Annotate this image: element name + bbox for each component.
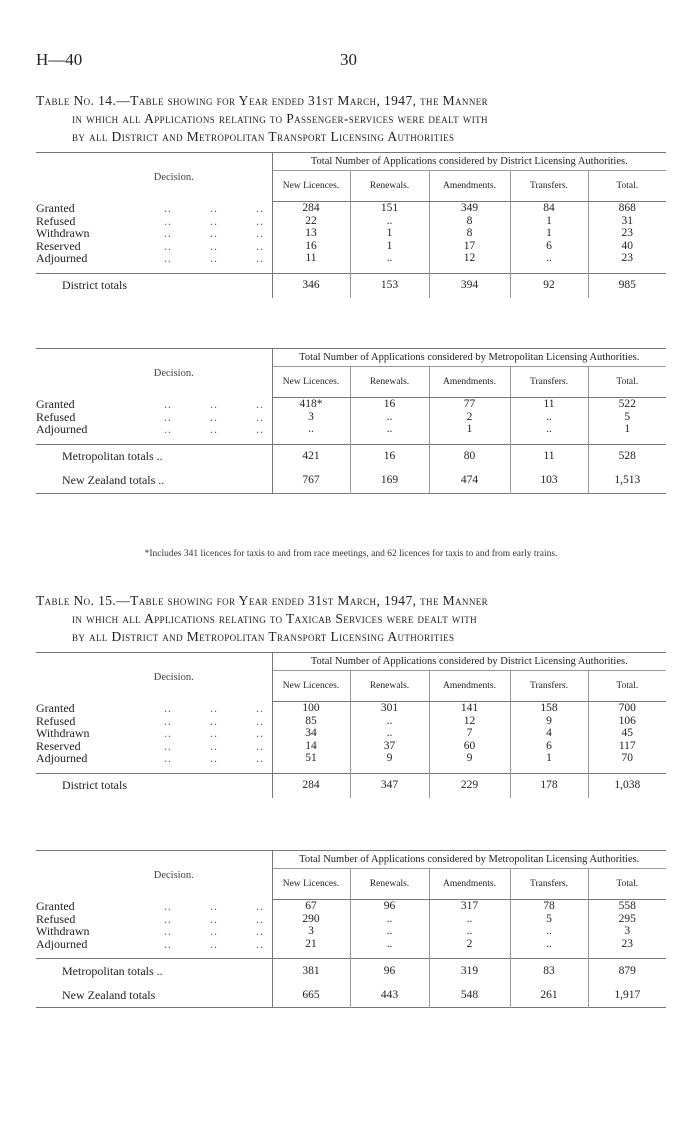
cell-value: 100 bbox=[272, 702, 350, 715]
cell-value: 70 bbox=[621, 752, 634, 764]
cell-value: 80 bbox=[429, 444, 510, 469]
cell-value: 5 bbox=[624, 410, 631, 423]
cell-value: 11 bbox=[272, 252, 350, 265]
row-label: Refused bbox=[36, 410, 76, 423]
leader-dots: .. .. .. bbox=[164, 752, 264, 765]
row-label: Withdrawn bbox=[36, 227, 90, 240]
table-row bbox=[36, 215, 666, 228]
table15-metro-section bbox=[36, 850, 666, 1008]
leader-dots: .. .. .. bbox=[164, 912, 264, 925]
cell-value: 85 bbox=[272, 715, 350, 728]
cell-value: 16 bbox=[272, 240, 350, 253]
cell-value: 178 bbox=[510, 773, 588, 798]
cell-value: 158 bbox=[510, 702, 588, 715]
row-label: Granted bbox=[36, 899, 75, 913]
row-label-cell bbox=[36, 938, 272, 951]
group-header: Total Number of Applications considered by Metropolitan Licensing Authorities. bbox=[272, 851, 666, 869]
leader-dots: .. .. .. bbox=[164, 214, 264, 227]
cell-value: 51 bbox=[272, 752, 350, 765]
leader-dots: .. .. .. bbox=[164, 397, 264, 411]
table14-footnote: *Includes 341 licences for taxis to and from race meetings, and 62 licences for taxis to and from early trains. bbox=[144, 549, 558, 559]
leader-dots: .. .. .. bbox=[164, 739, 264, 752]
cell-value: 83 bbox=[510, 959, 588, 984]
cell-value: 45 bbox=[621, 727, 634, 739]
row-label-cell bbox=[36, 240, 272, 253]
row-label: Adjourned bbox=[36, 423, 88, 436]
page-series-code: H—40 bbox=[36, 50, 83, 69]
table-row bbox=[36, 423, 666, 436]
row-label: District totals bbox=[36, 273, 272, 298]
cell-value: 13 bbox=[272, 227, 350, 240]
col-header-new-licences: New Licences. bbox=[272, 671, 350, 702]
table-row-totals bbox=[36, 959, 666, 984]
col-header-new-licences: New Licences. bbox=[272, 171, 350, 202]
row-label: New Zealand totals bbox=[36, 983, 272, 1008]
table-row bbox=[36, 702, 666, 715]
table-row-nz-totals bbox=[36, 469, 666, 494]
table-row bbox=[36, 227, 666, 240]
cell-value: 665 bbox=[272, 983, 350, 1008]
cell-value: 1 bbox=[510, 752, 588, 765]
cell-value: 295 bbox=[618, 912, 636, 925]
cell-value: 117 bbox=[618, 739, 636, 752]
cell-value: 985 bbox=[588, 273, 666, 298]
row-label: Refused bbox=[36, 912, 76, 925]
leader-dots: .. .. .. bbox=[164, 925, 264, 938]
row-label: Reserved bbox=[36, 739, 81, 752]
cell-value: 347 bbox=[350, 773, 429, 798]
cell-value: .. bbox=[350, 215, 429, 228]
cell-value: 7 bbox=[429, 727, 510, 740]
col-header-transfers: Transfers. bbox=[510, 171, 588, 202]
table-row bbox=[36, 411, 666, 424]
row-label: Refused bbox=[36, 714, 76, 727]
cell-value: .. bbox=[429, 913, 510, 926]
row-label-cell bbox=[36, 398, 272, 411]
table-row bbox=[36, 398, 666, 411]
table-row-totals bbox=[36, 444, 666, 469]
cell-value: .. bbox=[510, 411, 588, 424]
row-label-cell bbox=[36, 752, 272, 765]
leader-dots: .. .. .. bbox=[164, 423, 264, 436]
cell-value: 9 bbox=[429, 752, 510, 765]
cell-value: 96 bbox=[350, 959, 429, 984]
cell-value: 3 bbox=[272, 925, 350, 938]
table-row bbox=[36, 727, 666, 740]
cell-value: .. bbox=[350, 938, 429, 951]
cell-value: .. bbox=[510, 925, 588, 938]
cell-value: 169 bbox=[350, 469, 429, 494]
leader-dots: .. .. .. bbox=[164, 714, 264, 727]
row-label-cell bbox=[36, 715, 272, 728]
cell-value: 31 bbox=[621, 214, 634, 227]
table-row-totals bbox=[36, 773, 666, 798]
table14-title-line: Table No. 14.—Table showing for Year ended 31st March, 1947, the Manner bbox=[36, 93, 489, 108]
cell-value: 1 bbox=[429, 423, 510, 436]
row-label: Granted bbox=[36, 397, 75, 411]
row-label-cell bbox=[36, 900, 272, 913]
cell-value: 319 bbox=[429, 959, 510, 984]
cell-value: 8 bbox=[429, 215, 510, 228]
leader-dots: .. .. .. bbox=[164, 227, 264, 240]
leader-dots: .. .. .. bbox=[164, 239, 264, 252]
table-row bbox=[36, 925, 666, 938]
cell-value: 1,038 bbox=[588, 773, 666, 798]
table15-title-line: in which all Applications relating to Taxicab Services were dealt with bbox=[72, 611, 478, 626]
leader-dots: .. .. .. bbox=[164, 701, 264, 715]
cell-value: 558 bbox=[618, 900, 636, 912]
col-header-amendments: Amendments. bbox=[429, 671, 510, 702]
table-row bbox=[36, 752, 666, 765]
table-row bbox=[36, 740, 666, 753]
table15-title-line: Table No. 15.—Table showing for Year ended 31st March, 1947, the Manner bbox=[36, 593, 489, 608]
table15-title-line: by all District and Metropolitan Transport Licensing Authorities bbox=[72, 629, 455, 644]
cell-value: 2 bbox=[429, 938, 510, 951]
cell-value: 290 bbox=[272, 913, 350, 926]
row-label: Adjourned bbox=[36, 937, 88, 950]
cell-value: 96 bbox=[350, 900, 429, 913]
group-header: Total Number of Applications considered by District Licensing Authorities. bbox=[272, 653, 666, 671]
cell-value: 229 bbox=[429, 773, 510, 798]
row-label-cell bbox=[36, 913, 272, 926]
decision-header: Decision. bbox=[36, 851, 272, 900]
row-label: Refused bbox=[36, 214, 76, 227]
table15-metro-table bbox=[36, 850, 666, 1008]
table14-title bbox=[36, 92, 666, 146]
cell-value: 3 bbox=[272, 411, 350, 424]
cell-value: 1 bbox=[624, 423, 631, 435]
cell-value: .. bbox=[510, 252, 588, 265]
cell-value: 381 bbox=[272, 959, 350, 984]
table14-district-section bbox=[36, 152, 666, 298]
cell-value: 261 bbox=[510, 983, 588, 1008]
cell-value: 16 bbox=[350, 398, 429, 411]
row-label-cell bbox=[36, 740, 272, 753]
col-header-new-licences: New Licences. bbox=[272, 367, 350, 398]
cell-value: 1 bbox=[350, 240, 429, 253]
cell-value: 14 bbox=[272, 740, 350, 753]
cell-value: 2 bbox=[429, 411, 510, 424]
table-row-nz-totals bbox=[36, 983, 666, 1008]
row-label: Withdrawn bbox=[36, 727, 90, 740]
row-label: Granted bbox=[36, 201, 75, 215]
cell-value: 1 bbox=[510, 227, 588, 240]
col-header-transfers: Transfers. bbox=[510, 671, 588, 702]
group-header: Total Number of Applications considered by Metropolitan Licensing Authorities. bbox=[272, 349, 666, 367]
row-label: Adjourned bbox=[36, 252, 88, 265]
row-label: Metropolitan totals .. bbox=[36, 444, 272, 469]
col-header-renewals: Renewals. bbox=[350, 869, 429, 900]
cell-value: 767 bbox=[272, 469, 350, 494]
col-header-transfers: Transfers. bbox=[510, 367, 588, 398]
col-header-total: Total. bbox=[588, 367, 666, 398]
cell-value: 151 bbox=[350, 202, 429, 215]
cell-value: 92 bbox=[510, 273, 588, 298]
cell-value: .. bbox=[350, 252, 429, 265]
cell-value: 418* bbox=[272, 398, 350, 411]
col-header-total: Total. bbox=[588, 869, 666, 900]
row-label-cell bbox=[36, 252, 272, 265]
col-header-renewals: Renewals. bbox=[350, 171, 429, 202]
cell-value: 443 bbox=[350, 983, 429, 1008]
cell-value: 77 bbox=[429, 398, 510, 411]
cell-value: 9 bbox=[510, 715, 588, 728]
cell-value: 60 bbox=[429, 740, 510, 753]
cell-value: .. bbox=[510, 423, 588, 436]
table-row bbox=[36, 715, 666, 728]
cell-value: .. bbox=[350, 411, 429, 424]
cell-value: 67 bbox=[272, 900, 350, 913]
cell-value: 16 bbox=[350, 444, 429, 469]
cell-value: .. bbox=[350, 423, 429, 436]
col-header-new-licences: New Licences. bbox=[272, 869, 350, 900]
cell-value: 528 bbox=[588, 444, 666, 469]
col-header-transfers: Transfers. bbox=[510, 869, 588, 900]
row-label: New Zealand totals .. bbox=[36, 469, 272, 494]
decision-header: Decision. bbox=[36, 349, 272, 398]
table-row bbox=[36, 938, 666, 951]
decision-header: Decision. bbox=[36, 653, 272, 702]
cell-value: 346 bbox=[272, 273, 350, 298]
col-header-amendments: Amendments. bbox=[429, 171, 510, 202]
table-row bbox=[36, 240, 666, 253]
cell-value: 879 bbox=[588, 959, 666, 984]
cell-value: 301 bbox=[350, 702, 429, 715]
cell-value: 394 bbox=[429, 273, 510, 298]
cell-value: 103 bbox=[510, 469, 588, 494]
cell-value: .. bbox=[350, 727, 429, 740]
cell-value: 23 bbox=[621, 937, 634, 950]
table14-title-line: in which all Applications relating to Passenger-services were dealt with bbox=[72, 111, 488, 126]
table15-title bbox=[36, 592, 666, 646]
row-label-cell bbox=[36, 227, 272, 240]
cell-value: 22 bbox=[272, 215, 350, 228]
cell-value: 6 bbox=[510, 240, 588, 253]
cell-value: 11 bbox=[510, 398, 588, 411]
leader-dots: .. .. .. bbox=[164, 252, 264, 265]
cell-value: 84 bbox=[510, 202, 588, 215]
cell-value: .. bbox=[272, 423, 350, 436]
table-row bbox=[36, 202, 666, 215]
cell-value: 141 bbox=[429, 702, 510, 715]
row-label: District totals bbox=[36, 773, 272, 798]
col-header-renewals: Renewals. bbox=[350, 367, 429, 398]
leader-dots: .. .. .. bbox=[164, 937, 264, 950]
cell-value: 21 bbox=[272, 938, 350, 951]
cell-value: 12 bbox=[429, 252, 510, 265]
cell-value: 17 bbox=[429, 240, 510, 253]
cell-value: 1,917 bbox=[614, 988, 641, 1001]
col-header-amendments: Amendments. bbox=[429, 869, 510, 900]
cell-value: 4 bbox=[510, 727, 588, 740]
cell-value: 78 bbox=[510, 900, 588, 913]
cell-value: 3 bbox=[624, 925, 631, 937]
row-label: Withdrawn bbox=[36, 925, 90, 938]
cell-value: 284 bbox=[272, 773, 350, 798]
cell-value: 5 bbox=[510, 913, 588, 926]
table-row-totals bbox=[36, 273, 666, 298]
table-row bbox=[36, 913, 666, 926]
cell-value: 317 bbox=[429, 900, 510, 913]
col-header-renewals: Renewals. bbox=[350, 671, 429, 702]
cell-value: 11 bbox=[510, 444, 588, 469]
cell-value: 700 bbox=[618, 702, 636, 714]
row-label-cell bbox=[36, 702, 272, 715]
leader-dots: .. .. .. bbox=[164, 727, 264, 740]
row-label-cell bbox=[36, 423, 272, 436]
cell-value: .. bbox=[429, 925, 510, 938]
decision-header: Decision. bbox=[36, 153, 272, 202]
row-label-cell bbox=[36, 202, 272, 215]
cell-value: 34 bbox=[272, 727, 350, 740]
table15-district-table bbox=[36, 652, 666, 798]
table14-district-table bbox=[36, 152, 666, 298]
cell-value: 1 bbox=[510, 215, 588, 228]
col-header-total: Total. bbox=[588, 671, 666, 702]
group-header: Total Number of Applications considered by District Licensing Authorities. bbox=[272, 153, 666, 171]
row-label-cell bbox=[36, 727, 272, 740]
cell-value: 6 bbox=[510, 740, 588, 753]
table15-district-section bbox=[36, 652, 666, 798]
cell-value: 284 bbox=[272, 202, 350, 215]
cell-value: 474 bbox=[429, 469, 510, 494]
page-number: 30 bbox=[340, 50, 357, 69]
leader-dots: .. .. .. bbox=[164, 410, 264, 423]
leader-dots: .. .. .. bbox=[164, 899, 264, 913]
table14-metro-table bbox=[36, 348, 666, 494]
cell-value: 1 bbox=[350, 227, 429, 240]
cell-value: .. bbox=[510, 938, 588, 951]
cell-value: 106 bbox=[618, 714, 636, 727]
table-row bbox=[36, 900, 666, 913]
cell-value: .. bbox=[350, 715, 429, 728]
row-label: Reserved bbox=[36, 239, 81, 252]
table14-title-line: by all District and Metropolitan Transport Licensing Authorities bbox=[72, 129, 455, 144]
cell-value: 23 bbox=[621, 252, 634, 264]
cell-value: 12 bbox=[429, 715, 510, 728]
row-label-cell bbox=[36, 925, 272, 938]
cell-value: 40 bbox=[621, 239, 634, 252]
row-label: Granted bbox=[36, 701, 75, 715]
cell-value: 23 bbox=[621, 227, 634, 239]
cell-value: 868 bbox=[618, 202, 636, 214]
table14-metro-section bbox=[36, 348, 666, 494]
col-header-amendments: Amendments. bbox=[429, 367, 510, 398]
cell-value: 1,513 bbox=[614, 474, 641, 487]
cell-value: 548 bbox=[429, 983, 510, 1008]
row-label-cell bbox=[36, 215, 272, 228]
cell-value: .. bbox=[350, 913, 429, 926]
cell-value: 153 bbox=[350, 273, 429, 298]
table-row bbox=[36, 252, 666, 265]
cell-value: 9 bbox=[350, 752, 429, 765]
cell-value: 8 bbox=[429, 227, 510, 240]
row-label: Metropolitan totals .. bbox=[36, 959, 272, 984]
cell-value: 37 bbox=[350, 740, 429, 753]
leader-dots: .. .. .. bbox=[164, 201, 264, 215]
row-label-cell bbox=[36, 411, 272, 424]
cell-value: 349 bbox=[429, 202, 510, 215]
row-label: Adjourned bbox=[36, 752, 88, 765]
cell-value: .. bbox=[350, 925, 429, 938]
col-header-total: Total. bbox=[588, 171, 666, 202]
cell-value: 421 bbox=[272, 444, 350, 469]
cell-value: 522 bbox=[618, 398, 636, 410]
